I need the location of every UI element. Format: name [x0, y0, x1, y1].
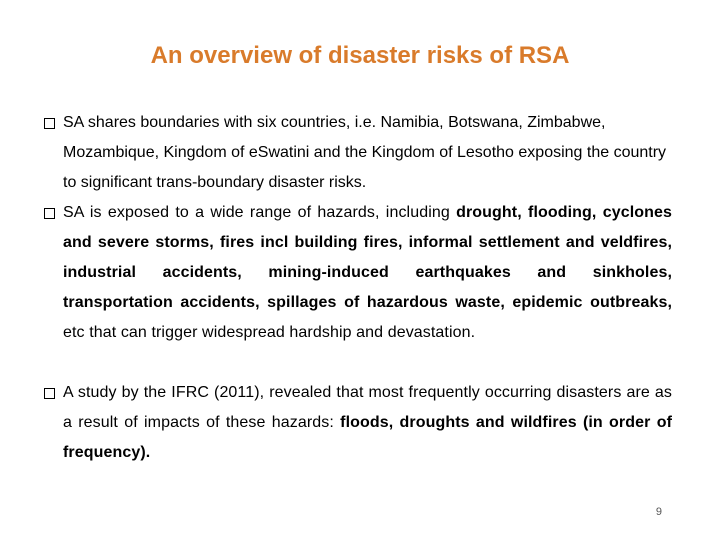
page-number: 9: [655, 506, 662, 518]
bullet-text-segment-bold: floods, droughts and wildfires (in order of frequency).: [63, 414, 672, 461]
bullet-item: [44, 198, 672, 348]
checkbox-bullet-icon: [44, 208, 55, 219]
bullet-item: [44, 108, 672, 198]
bullet-text: [63, 108, 672, 198]
bullet-item: [44, 378, 672, 468]
bullet-text-segment-bold: drought, flooding, cyclones and severe storms, fires incl building fires, informal settlement and veldfires, industrial accidents, mining-induced earthquakes and sinkholes, transportation accidents, spillages of hazardous waste, epidemic outbreaks,: [63, 204, 672, 311]
slide-title: An overview of disaster risks of RSA: [150, 42, 570, 69]
bullet-text: [63, 198, 672, 348]
bullet-text-segment: SA shares boundaries with six countries, i.e. Namibia, Botswana, Zimbabwe, Mozambique, Kingdom of eSwatini and the Kingdom of Lesotho exposing the country to significant trans-boundary disaster risks.: [63, 114, 667, 191]
bullet-text-segment: etc that can trigger widespread hardship and devastation.: [63, 324, 476, 341]
bullet-text-segment: SA is exposed to a wide range of hazards, including: [63, 204, 457, 221]
checkbox-bullet-icon: [44, 388, 55, 399]
bullet-text: [63, 378, 672, 468]
checkbox-bullet-icon: [44, 118, 55, 129]
bullet-text-segment: A study by the IFRC (2011), revealed that most frequently occurring disasters are as a result of impacts of these hazards:: [63, 384, 672, 431]
